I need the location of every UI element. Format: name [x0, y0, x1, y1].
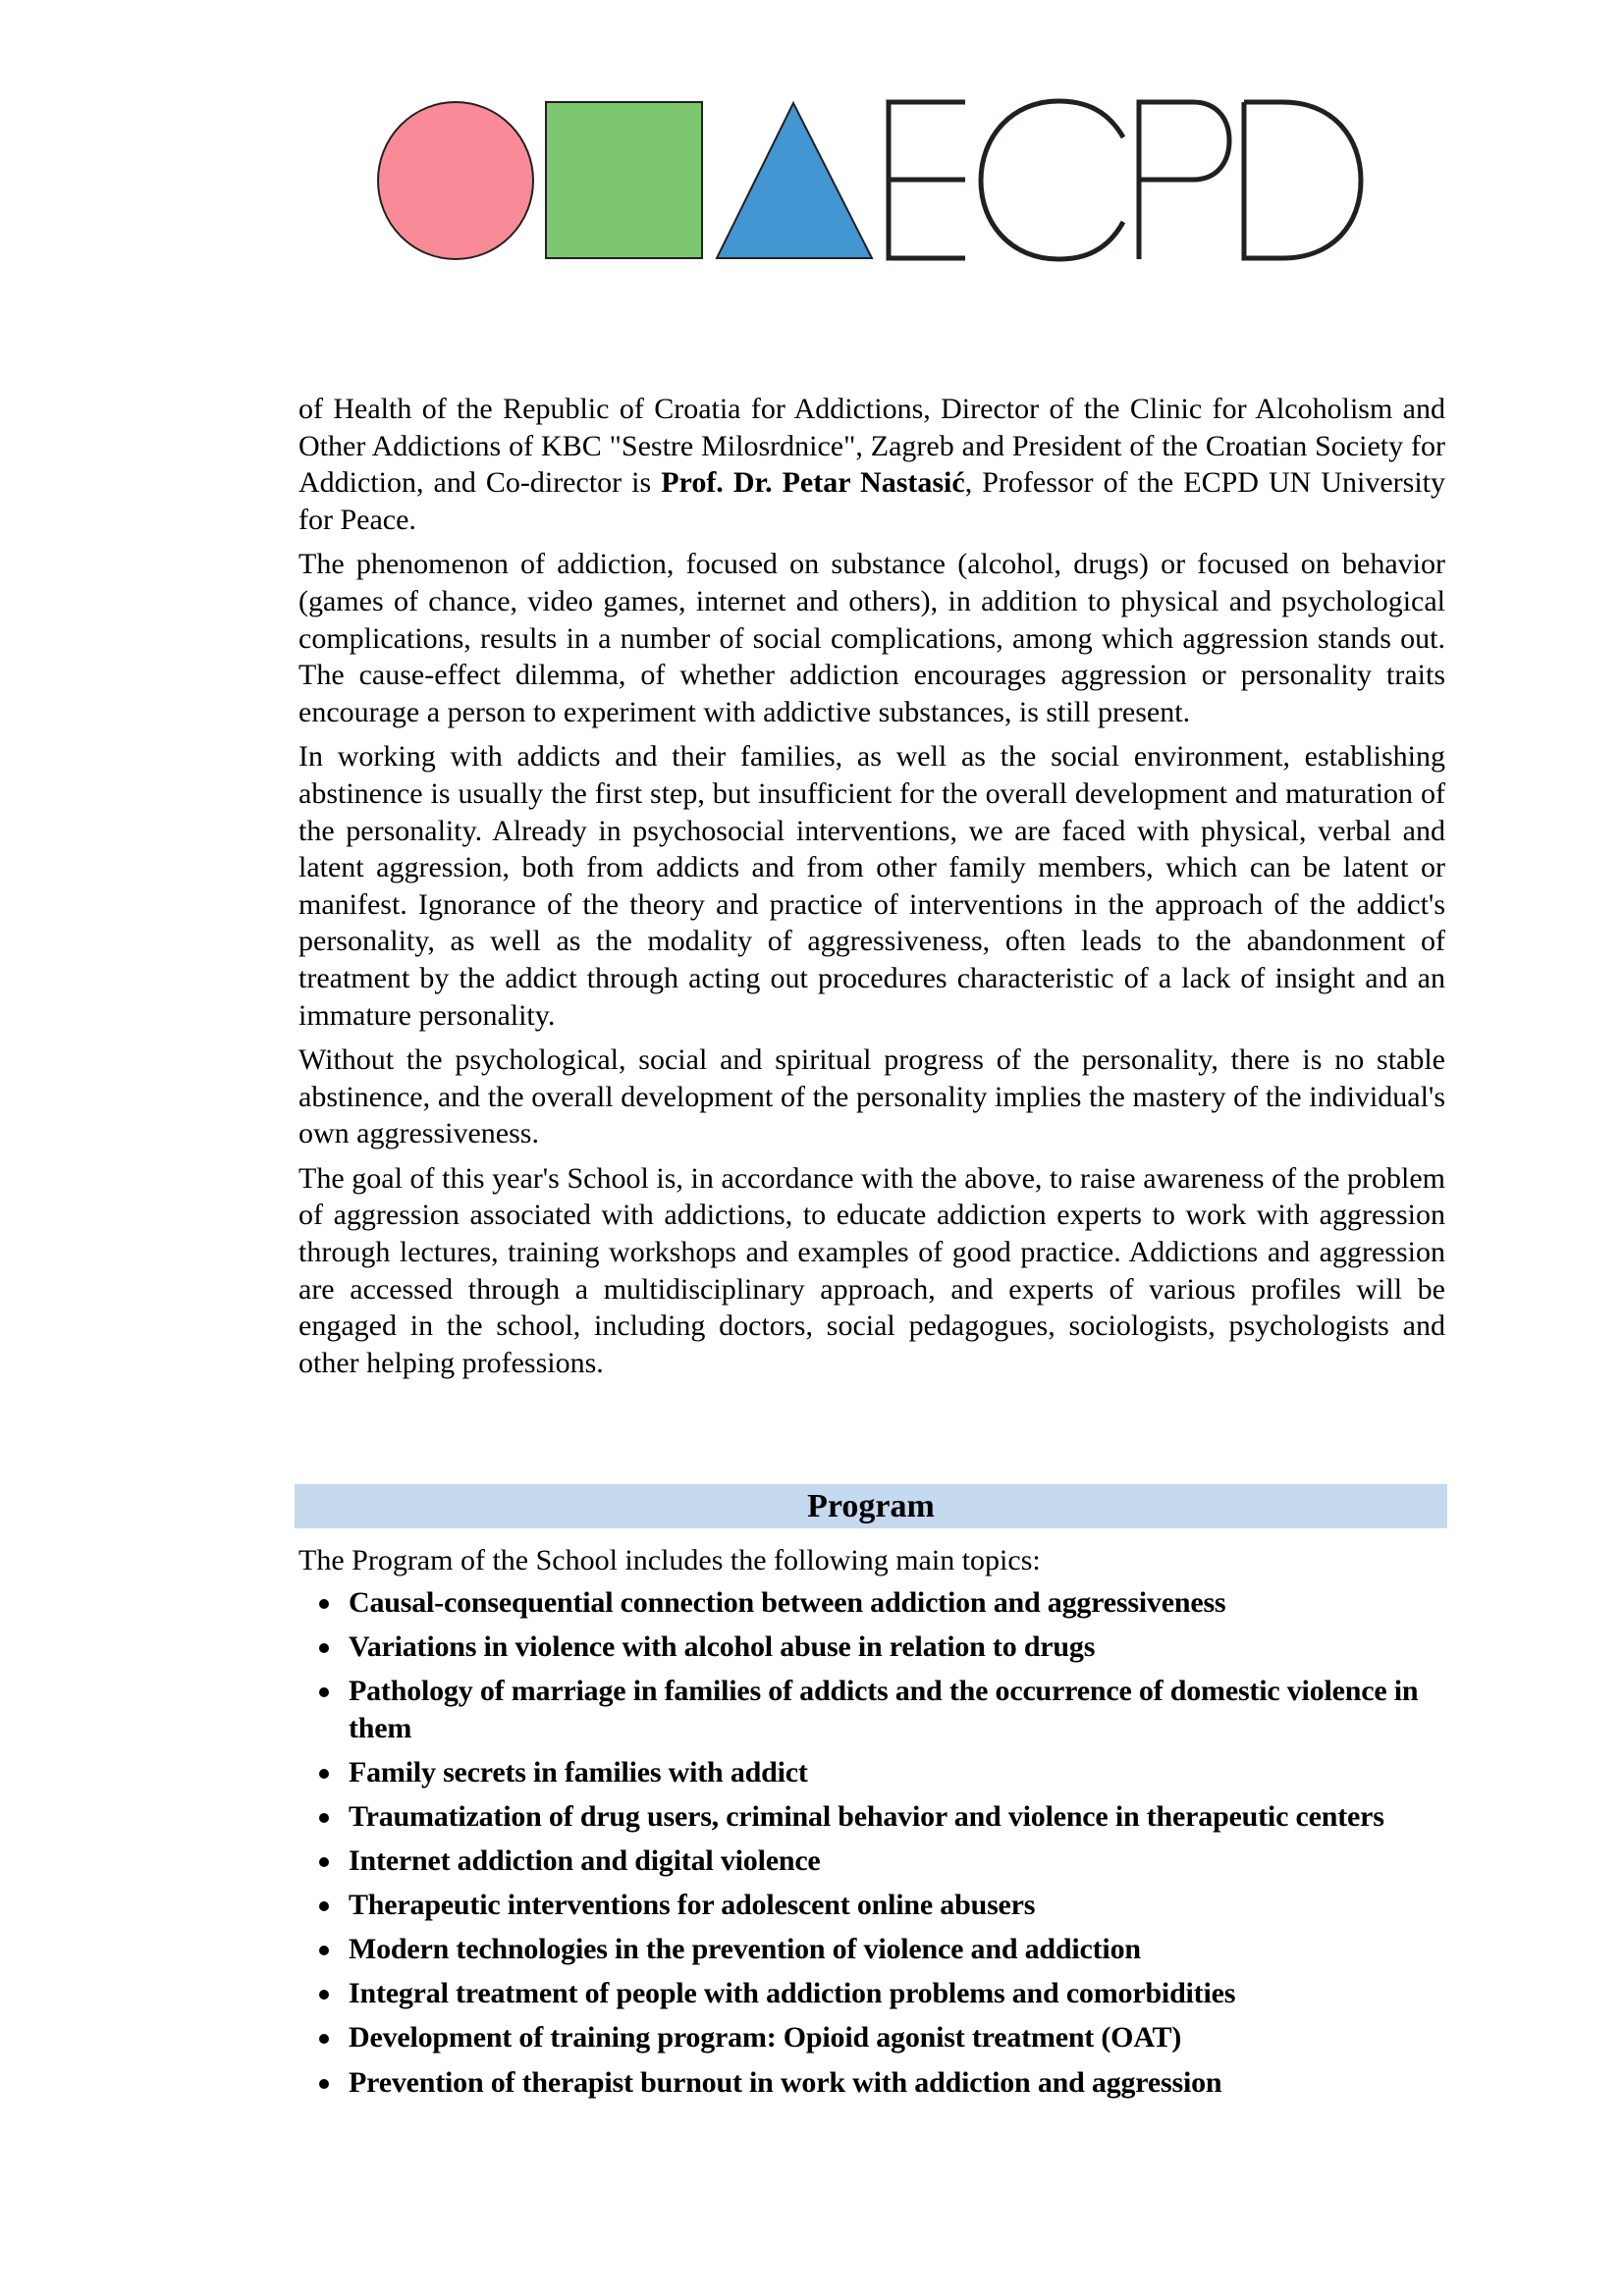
list-item: [298, 1584, 1449, 1622]
list-item: [298, 1887, 1449, 1924]
topic-text: Integral treatment of people with addiction problems and comorbidities: [349, 1977, 1236, 2010]
paragraph-text: , Professor of the ECPD UN University for Peace.: [298, 466, 1445, 536]
logo-square-icon: [546, 102, 702, 258]
topic-text: Internet addiction and digital violence: [349, 1844, 821, 1878]
topic-text: Prevention of therapist burnout in work with addiction and aggression: [349, 2065, 1222, 2099]
topic-text: Traumatization of drug users, criminal behavior and violence in therapeutic centers: [349, 1799, 1384, 1833]
list-item: [298, 1931, 1449, 1968]
logo-triangle-icon: [717, 103, 872, 258]
topic-text: Pathology of marriage in families of addicts and the occurrence of domestic violence in them: [349, 1675, 1419, 1744]
topic-text: Modern technologies in the prevention of violence and addiction: [349, 1933, 1141, 1966]
logo-letter-e: [889, 102, 965, 258]
bullet-icon: [319, 1901, 329, 1911]
list-item: [298, 1673, 1449, 1746]
program-heading-band: [295, 1484, 1447, 1528]
bullet-icon: [319, 2034, 329, 2044]
bullet-icon: [319, 1813, 329, 1823]
paragraph-progress: Without the psychological, social and spiritual progress of the personality, there is no stable abstinence, and the overall development of the personality implies the mastery of the individual's own aggressiveness.: [298, 1043, 1445, 1150]
document-body: [298, 391, 1445, 1389]
bullet-icon: [319, 1687, 329, 1697]
list-item: [298, 1754, 1449, 1791]
list-item: [298, 1975, 1449, 2012]
list-item: [298, 1798, 1449, 1836]
list-item: [298, 1842, 1449, 1880]
program-heading: Program: [807, 1488, 935, 1524]
topic-text: Variations in violence with alcohol abuse in relation to drugs: [349, 1630, 1096, 1664]
bullet-icon: [319, 1643, 329, 1653]
logo-letter-p: [1139, 102, 1229, 259]
topic-text: Therapeutic interventions for adolescent online abusers: [349, 1889, 1036, 1922]
program-topics-list: [298, 1584, 1449, 2109]
logo-letter-c: [981, 101, 1123, 259]
bullet-icon: [319, 1769, 329, 1779]
paragraph-text: of Health of the Republic of Croatia for Addictions, Director of the Clinic for Alcoholism and Other Addictions of KBC "Sestre Milosrdnice", Zagreb and President of the Croatian Society for Addiction, and Co-director is: [298, 393, 1445, 500]
paragraph-phenomenon: The phenomenon of addiction, focused on substance (alcohol, drugs) or focused on behavior (games of chance, video games, internet and others), in addition to physical and psychological complications, results in a number of social complications, among which aggression stands out. The cause-effect dilemma, of whether addiction encourages aggression or personality traits encourage a person to experiment with addictive substances, is still present.: [298, 548, 1445, 728]
list-item: [298, 2064, 1449, 2102]
bullet-icon: [319, 1990, 329, 2000]
bullet-icon: [319, 2079, 329, 2089]
topic-text: Family secrets in families with addict: [349, 1755, 808, 1789]
topic-text: Causal-consequential connection between addiction and aggressiveness: [349, 1586, 1226, 1619]
logo-letter-d: [1244, 102, 1361, 258]
bullet-icon: [319, 1857, 329, 1867]
logo-circle-icon: [378, 102, 533, 259]
paragraph-working-with-addicts: In working with addicts and their families, as well as the social environment, establishing abstinence is usually the first step, but insufficient for the overall development and maturation of the personality. Already in psychosocial interventions, we are faced with physical, verbal and latent aggression, both from addicts and from other family members, which can be latent or manifest. Ignorance of the theory and practice of interventions in the approach of the addict's personality, as well as the modality of aggressiveness, often leads to the abandonment of treatment by the addict through acting out procedures characteristic of a lack of insight and an immature personality.: [298, 740, 1445, 1032]
paragraph-goal: The goal of this year's School is, in accordance with the above, to raise awareness of the problem of aggression associated with addictions, to educate addiction experts to work with aggression through lectures, training workshops and examples of good practice. Addictions and aggression are accessed through a multidisciplinary approach, and experts of various profiles will be engaged in the school, including doctors, social pedagogues, sociologists, psychologists and other helping professions.: [298, 1161, 1445, 1379]
list-item: [298, 1629, 1449, 1666]
topic-text: Development of training program: Opioid agonist treatment (OAT): [349, 2021, 1182, 2055]
logo-wordmark: [889, 101, 1361, 259]
bullet-icon: [319, 1599, 329, 1609]
co-director-name: Prof. Dr. Petar Nastasić: [661, 466, 965, 500]
bullet-icon: [319, 1946, 329, 1955]
list-item: [298, 2019, 1449, 2056]
program-intro: The Program of the School includes the following main topics:: [298, 1544, 1041, 1576]
paragraph-directors: [298, 391, 1445, 538]
ecpd-logo: [373, 96, 1384, 268]
